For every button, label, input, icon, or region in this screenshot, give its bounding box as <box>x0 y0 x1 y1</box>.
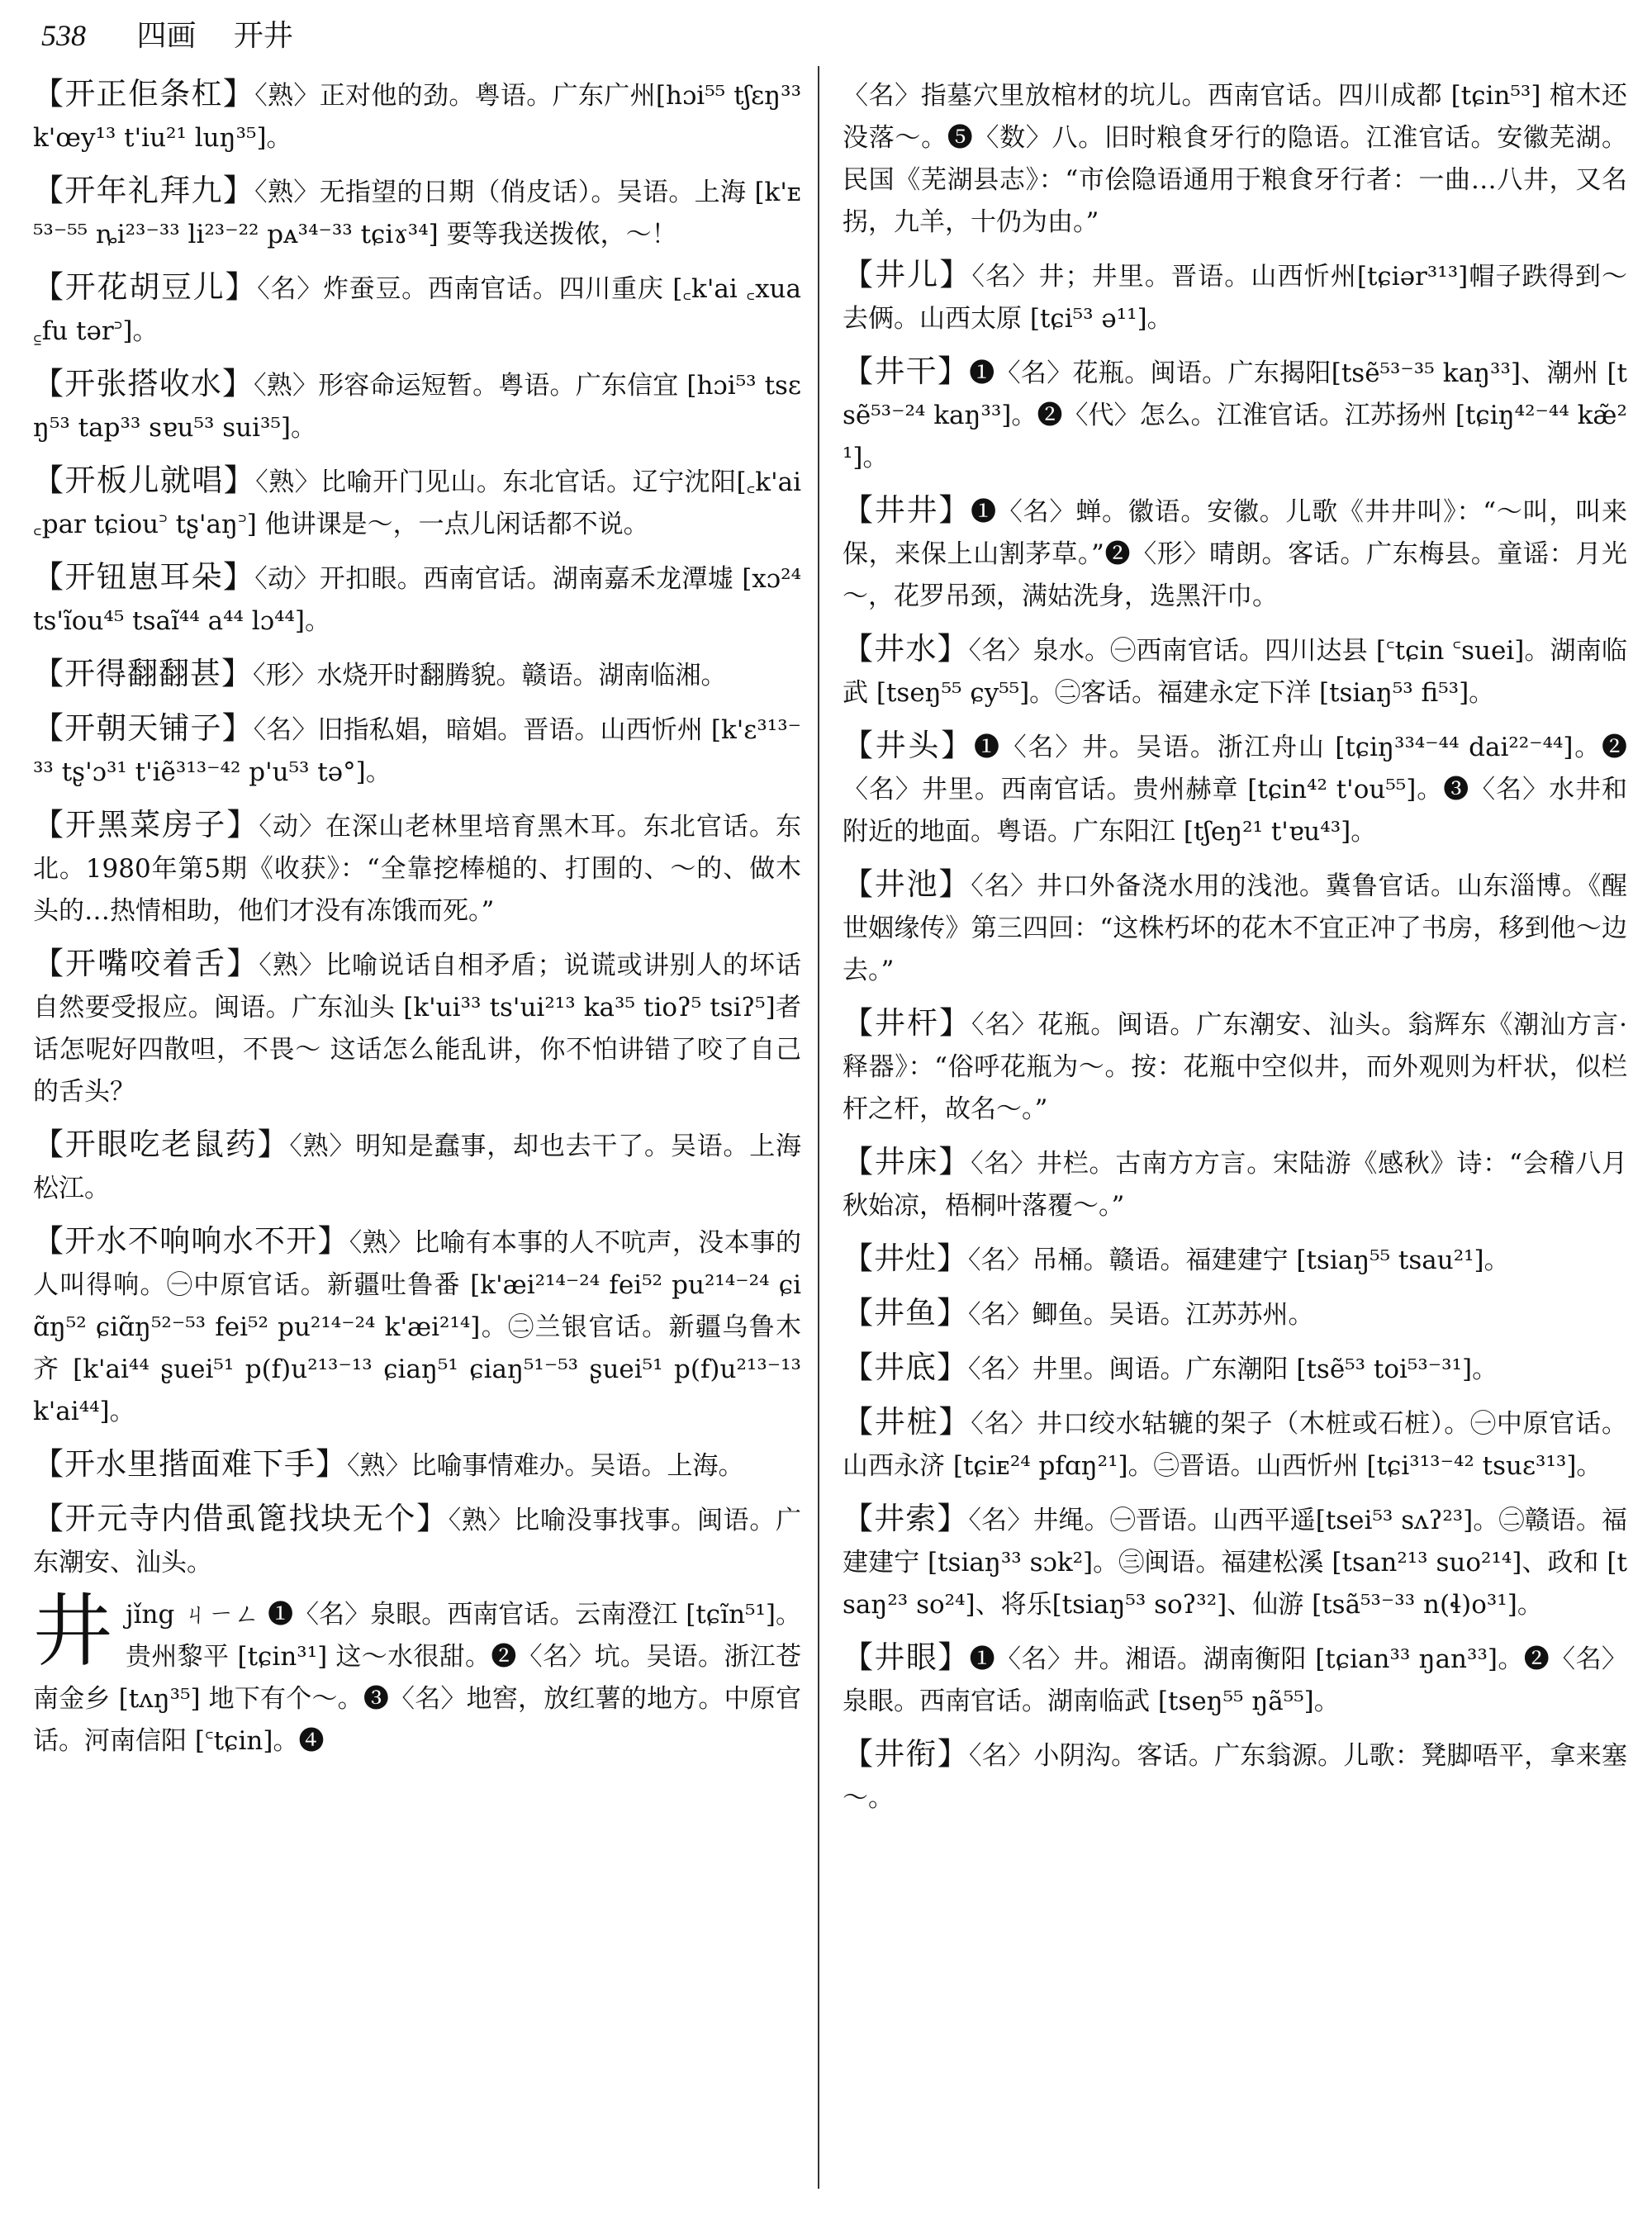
dictionary-entry <box>843 1141 1627 1227</box>
entry-definition: 〈名〉井口绞水轱辘的架子（木桩或石桩）。㊀中原官话。山西永济 [tɕiᴇ²⁴ pfɑŋ²¹]。㊁晋语。山西忻州 [tɕi³¹³⁻⁴² tsuɛ³¹³]。 <box>843 1409 1628 1481</box>
page-number: 538 <box>41 19 86 52</box>
entry-definition: 〈名〉炸蚕豆。西南官话。四川重庆 [꜀k'ai ꜀xua ꜁fu tər꜄]。 <box>33 274 802 346</box>
dictionary-entry <box>843 73 1627 244</box>
entry-headword: 【开嘴咬着舌】 <box>33 946 259 981</box>
entry-definition: 〈熟〉正对他的劲。粤语。广东广州[hɔi⁵⁵ tʃɛŋ³³ k'œy¹³ t'iu²¹ luŋ³⁵]。 <box>33 81 802 153</box>
dictionary-entry <box>33 1123 801 1210</box>
entry-definition: 〈熟〉形容命运短暂。粤语。广东信宜 [hɔi⁵³ tsɛŋ⁵³ tap³³ sɐu⁵³ sui³⁵]。 <box>33 371 801 443</box>
entry-headword: 【开水里揩面难下手】 <box>33 1446 347 1482</box>
entry-definition: 〈熟〉比喻事情难办。吴语。上海。 <box>347 1451 744 1481</box>
entry-definition: 〈名〉旧指私娼，暗娼。晋语。山西忻州 [k'ɛ³¹³⁻³³ tʂ'ɔ³¹ t'iẽ³¹³⁻⁴² p'u⁵³ tə°]。 <box>33 715 801 787</box>
dictionary-entry <box>843 1292 1627 1336</box>
entry-headword: 【井索】 <box>843 1501 969 1536</box>
entry-definition: 〈名〉吊桶。赣语。福建建宁 [tsiaŋ⁵⁵ tsau²¹]。 <box>968 1245 1510 1275</box>
entry-definition: 〈熟〉比喻开门见山。东北官话。辽宁沈阳[꜀k'ai ꜀par tɕiou꜄ tʂ'aŋ꜄] 他讲课是～，一点儿闲话都不说。 <box>33 467 802 539</box>
entry-headword: 【开得翻翻甚】 <box>33 656 253 691</box>
dictionary-entry <box>33 459 801 546</box>
entry-definition: 〈动〉开扣眼。西南官话。湖南嘉禾龙潭墟 [xɔ²⁴ ts'ĩou⁴⁵ tsaĩ⁴⁴ a⁴⁴ lɔ⁴⁴]。 <box>33 564 801 636</box>
entry-definition: ❶〈名〉井。吴语。浙江舟山 [tɕiŋ³³⁴⁻⁴⁴ dai²²⁻⁴⁴]。❷〈名〉井里。西南官话。贵州赫章 [tɕin⁴² t'ou⁵⁵]。❸〈名〉水井和附近的地面。粤语。广东阳江 [tʃeŋ²¹ t'ɐu⁴³]。 <box>843 733 1628 847</box>
entry-headword: 【井鱼】 <box>843 1295 968 1331</box>
char-entry-body <box>33 1585 801 1763</box>
dictionary-entry <box>843 863 1627 992</box>
entry-headword: 【开眼吃老鼠药】 <box>33 1127 290 1162</box>
entry-definition: 〈名〉井；井里。晋语。山西忻州[tɕiər³¹³]帽子跌得到～去俩。山西太原 [tɕi⁵³ ə¹¹]。 <box>843 262 1627 334</box>
dictionary-entry <box>33 1443 801 1487</box>
entry-headword: 【开元寺内借虱篦找块无个】 <box>33 1501 449 1536</box>
entry-headword: 【井眼】 <box>843 1639 970 1675</box>
dictionary-entry <box>33 1220 801 1433</box>
dictionary-entry <box>33 266 801 353</box>
entry-headword: 【井井】 <box>843 492 971 528</box>
dictionary-entry <box>843 1346 1627 1391</box>
dictionary-entry <box>843 1002 1627 1131</box>
entry-definition: 〈名〉小阴沟。客话。广东翁源。儿歌：凳脚唔平，拿来塞～。 <box>843 1741 1628 1813</box>
entry-headword: 【开黑菜房子】 <box>33 807 259 842</box>
entry-headword: 【井池】 <box>843 866 971 902</box>
dictionary-entry <box>843 628 1627 714</box>
dictionary-entry <box>33 652 801 697</box>
dictionary-entry <box>33 169 801 256</box>
entry-headword: 【开张搭收水】 <box>33 366 254 401</box>
entry-headword: 【井儿】 <box>843 257 972 292</box>
entry-headword: 【井干】 <box>843 353 970 389</box>
entry-definition: ❶〈名〉蝉。徽语。安徽。儿歌《井井叫》：“～叫，叫来保，来保上山割茅草。”❷〈形〉晴朗。客话。广东梅县。童谣：月光～，花罗吊颈，满姑洗身，选黑汗巾。 <box>843 497 1627 611</box>
entry-definition: 〈熟〉比喻说话自相矛盾；说谎或讲别人的坏话自然要受报应。闽语。广东汕头 [k'ui³³ ts'ui²¹³ ka³⁵ tioʔ⁵ tsiʔ⁵]者话怎呢好四散呾，不畏～ 这话怎么能乱讲，你不怕讲错了咬了自己的舌头？ <box>33 951 801 1107</box>
entry-headword: 【井灶】 <box>843 1241 968 1276</box>
entry-definition: 〈名〉井栏。古南方方言。宋陆游《感秋》诗：“会稽八月秋始凉，梧桐叶落覆～。” <box>843 1149 1627 1221</box>
column-divider <box>818 66 819 2189</box>
entry-headword: 【开花胡豆儿】 <box>33 269 258 305</box>
page-headwords: 开井 <box>233 19 293 53</box>
entry-definition: 〈熟〉比喻有本事的人不吭声，没本事的人叫得响。㊀中原官话。新疆吐鲁番 [k'æi²¹⁴⁻²⁴ fei⁵² pu²¹⁴⁻²⁴ ɕiɑ̃ŋ⁵² ɕiɑ̃ŋ⁵²⁻⁵³ fei⁵² pu²¹⁴⁻²⁴ k'æi²¹⁴]。㊁兰银官话。新疆乌鲁木齐 [k'ai⁴⁴ ʂuei⁵¹ p(f)u²¹³⁻¹³ ɕiaŋ⁵¹ ɕiaŋ⁵¹⁻⁵³ ʂuei⁵¹ p(f)u²¹³⁻¹³ k'ai⁴⁴]。 <box>33 1228 802 1426</box>
entry-definition: 〈名〉指墓穴里放棺材的坑儿。西南官话。四川成都 [tɕin⁵³] 棺木还没落～。❺〈数〉八。旧时粮食牙行的隐语。江淮官话。安徽芜湖。民国《芜湖县志》：“市侩隐语通用于粮食牙行者：一曲…八井，又名拐，九羊，十仍为由。” <box>843 81 1627 237</box>
dictionary-entry <box>843 254 1627 340</box>
entry-headword: 【井床】 <box>843 1144 971 1179</box>
entry-headword: 【井桩】 <box>843 1404 971 1440</box>
entry-definition: 〈名〉井绳。㊀晋语。山西平遥[tsei⁵³ sʌʔ²³]。㊁赣语。福建建宁 [tsiaŋ³³ sɔk²]。㊂闽语。福建松溪 [tsan²¹³ suo²¹⁴]、政和 [tsaŋ²³ so²⁴]、将乐[tsiaŋ⁵³ soʔ³²]、仙游 [tsã⁵³⁻³³ n(ɬ)o³¹]。 <box>843 1506 1628 1620</box>
dictionary-entry <box>843 1497 1627 1626</box>
entry-definition: 〈名〉花瓶。闽语。广东潮安、汕头。翁辉东《潮汕方言·释器》：“俗呼花瓶为～。按：花瓶中空似井，而外观则为杆状，似栏杆之杆，故名～。” <box>843 1010 1627 1124</box>
dictionary-entry <box>843 489 1627 618</box>
entry-headword: 【井底】 <box>843 1350 968 1385</box>
dictionary-entry <box>843 1401 1627 1487</box>
dictionary-entry <box>33 73 801 159</box>
dictionary-entry <box>843 1636 1627 1723</box>
dictionary-entry <box>33 363 801 449</box>
entry-headword: 【开水不响响水不开】 <box>33 1223 349 1259</box>
entry-definition: 〈名〉井口外备浇水用的浅池。冀鲁官话。山东淄博。《醒世姻缘传》第三四回：“这株朽坏的花木不宜正冲了书房，移到他～边去。” <box>843 871 1628 985</box>
right-column <box>843 73 1627 1829</box>
entry-definition: 〈名〉井里。闽语。广东潮阳 [tsẽ⁵³ toi⁵³⁻³¹]。 <box>968 1355 1498 1384</box>
char-zhuyin: ㄐㄧㄥ <box>183 1600 260 1630</box>
entry-definition: 〈熟〉无指望的日期（俏皮话）。吴语。上海 [k'ᴇ⁵³⁻⁵⁵ ȵi²³⁻³³ li²³⁻²² pᴀ³⁴⁻³³ tɕiɤ³⁴] 要等我送拨侬，～！ <box>33 178 802 249</box>
entry-definition: 〈名〉鲫鱼。吴语。江苏苏州。 <box>968 1300 1314 1330</box>
entry-definition: ❶〈名〉井。湘语。湖南衡阳 [tɕian³³ ŋan³³]。❷〈名〉泉眼。西南官话。湖南临武 [tseŋ⁵⁵ ŋã⁵⁵]。 <box>843 1644 1628 1716</box>
entry-headword: 【开正佢条杠】 <box>33 76 255 112</box>
entry-definition: 〈名〉泉水。㊀西南官话。四川达县 [꜂tɕin ꜂suei]。湖南临武 [tseŋ⁵⁵ ɕy⁵⁵]。㊁客话。福建永定下洋 [tsiaŋ⁵³ fi⁵³]。 <box>843 636 1628 708</box>
char-entry <box>33 1585 801 1763</box>
dictionary-entry <box>33 804 801 932</box>
entry-definition: 〈形〉水烧开时翻腾貌。赣语。湖南临湘。 <box>253 661 727 690</box>
entry-headword: 【开年礼拜九】 <box>33 173 255 208</box>
dictionary-entry <box>33 556 801 643</box>
dictionary-entry <box>33 942 801 1113</box>
section-label: 四画 <box>136 19 197 53</box>
right-entries <box>843 73 1627 1820</box>
head-character: 井 <box>33 1585 112 1677</box>
dictionary-entry <box>843 1237 1627 1282</box>
entry-headword: 【井水】 <box>843 631 969 667</box>
entry-definition: 〈熟〉明知是蠢事，却也去干了。吴语。上海松江。 <box>33 1132 802 1203</box>
char-pinyin: jǐng <box>126 1600 175 1630</box>
entry-headword: 【开朝天铺子】 <box>33 710 254 746</box>
left-column <box>33 73 801 1763</box>
entry-headword: 【井衔】 <box>843 1736 970 1772</box>
dictionary-entry <box>843 724 1627 853</box>
entry-definition: ❶〈名〉花瓶。闽语。广东揭阳[tsẽ⁵³⁻³⁵ kaŋ³³]、潮州 [tsẽ⁵³⁻²⁴ kaŋ³³]。❷〈代〉怎么。江淮官话。江苏扬州 [tɕiŋ⁴²⁻⁴⁴ kæ̃²¹]。 <box>843 358 1627 472</box>
entry-definition: 〈熟〉比喻没事找事。闽语。广东潮安、汕头。 <box>33 1506 801 1578</box>
entry-headword: 【井头】 <box>843 728 974 763</box>
char-definitions: ❶〈名〉泉眼。西南官话。云南澄江 [tɕĩn⁵¹]。贵州黎平 [tɕin³¹] 这～水很甜。❷〈名〉坑。吴语。浙江苍南金乡 [tʌŋ³⁵] 地下有个～。❸〈名〉地窖，放红薯的地方。中原官话。河南信阳 [꜂tɕin]。❹ <box>33 1600 801 1756</box>
dictionary-entry <box>33 707 801 794</box>
page-header <box>41 15 293 56</box>
entry-headword: 【开板儿就唱】 <box>33 463 256 498</box>
dictionary-entry <box>843 350 1627 479</box>
entry-headword: 【开钮崽耳朵】 <box>33 559 255 595</box>
left-entries <box>33 73 801 1584</box>
entry-definition: 〈动〉在深山老林里培育黑木耳。东北官话。东北。1980年第5期《收获》：“全靠挖棒槌的、打围的、～的、做木头的…热情相助，他们才没有冻饿而死。” <box>33 812 801 926</box>
dictionary-entry <box>33 1497 801 1584</box>
entry-headword: 【井杆】 <box>843 1005 971 1041</box>
dictionary-entry <box>843 1733 1627 1820</box>
